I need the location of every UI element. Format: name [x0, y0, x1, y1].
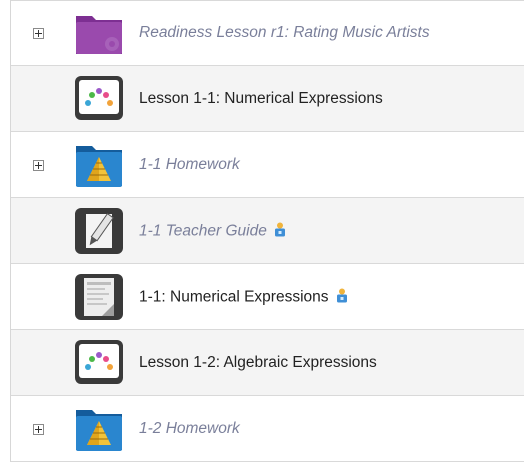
item-label[interactable]	[139, 287, 349, 306]
lesson-presentation-icon[interactable]	[74, 338, 124, 388]
item-label[interactable]: Lesson 1-1: Numerical Expressions	[139, 89, 383, 107]
list-item-readiness-lesson[interactable]	[11, 0, 524, 66]
list-item-lesson-1-2[interactable]	[11, 330, 524, 396]
item-label-text: 1-1 Teacher Guide	[139, 222, 267, 239]
item-label[interactable]: Lesson 1-2: Algebraic Expressions	[139, 353, 377, 371]
expand-toggle-icon[interactable]	[33, 28, 44, 39]
list-item-1-1-numerical-expressions[interactable]	[11, 264, 524, 330]
blue-folder-icon[interactable]	[74, 404, 124, 454]
item-label[interactable]	[139, 221, 287, 240]
list-item-1-1-homework[interactable]	[11, 132, 524, 198]
lesson-presentation-icon[interactable]	[74, 74, 124, 124]
list-item-lesson-1-1[interactable]	[11, 66, 524, 132]
list-item-1-1-teacher-guide[interactable]	[11, 198, 524, 264]
item-label[interactable]: 1-2 Homework	[139, 419, 240, 437]
blue-folder-icon[interactable]	[74, 140, 124, 190]
item-label[interactable]: Readiness Lesson r1: Rating Music Artists	[139, 24, 430, 41]
expand-toggle-icon[interactable]	[33, 424, 44, 435]
purple-folder-icon[interactable]	[74, 8, 124, 58]
restricted-user-icon	[335, 287, 349, 303]
item-label[interactable]: 1-1 Homework	[139, 155, 240, 173]
list-item-1-2-homework[interactable]	[11, 396, 524, 462]
teacher-guide-icon[interactable]	[74, 206, 124, 256]
restricted-user-icon	[273, 221, 287, 237]
worksheet-icon[interactable]	[74, 272, 124, 322]
item-label-text: 1-1: Numerical Expressions	[139, 288, 329, 305]
expand-toggle-icon[interactable]	[33, 160, 44, 171]
resource-list	[10, 0, 524, 462]
